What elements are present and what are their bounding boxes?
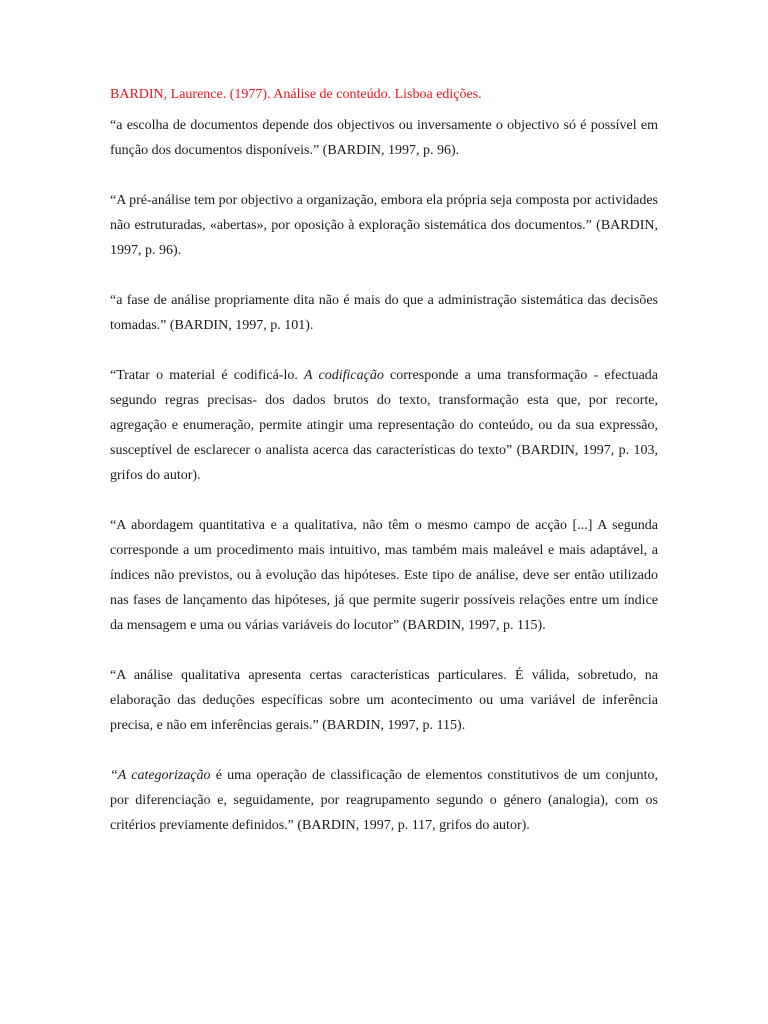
quote-text: “A análise qualitativa apresenta certas características particulares. É válida, sobretudo, na elaboração das deduções específicas sobre um acontecimento ou uma variável de inferência precisa, e não em inferências gerais.” (BARDIN, 1997, p. 115). xyxy=(110,668,658,733)
quote-emphasis: “A categorização xyxy=(110,768,211,783)
quote-emphasis: A codificação xyxy=(304,368,384,383)
quote-text: “A pré-análise tem por objectivo a organização, embora ela própria seja composta por actividades não estruturadas, «abertas», por oposição à exploração sistemática dos documentos.” (BARDIN, 1997, p. 96). xyxy=(110,193,658,258)
document-page xyxy=(110,82,658,863)
quote-text: corresponde a uma transformação - efectuada segundo regras precisas- dos dados brutos do texto, transformação esta que, por recorte, agregação e enumeração, permite atingir uma representação do conteúdo, ou da sua expressão, susceptível de esclarecer o analista acerca das características do texto” (BARDIN, 1997, p. 103, grifos do autor). xyxy=(110,368,658,483)
quote-paragraph xyxy=(110,763,658,838)
quote-paragraph xyxy=(110,663,658,738)
quote-paragraph xyxy=(110,188,658,263)
quote-paragraph xyxy=(110,288,658,338)
quote-text: é uma operação de classificação de elementos constitutivos de um conjunto, por diferenciação e, seguidamente, por reagrupamento segundo o género (analogia), com os critérios previamente definidos.” (BARDIN, 1997, p. 117, grifos do autor). xyxy=(110,768,658,833)
quote-paragraph xyxy=(110,113,658,163)
quote-text: “A abordagem quantitativa e a qualitativa, não têm o mesmo campo de acção [...] A segunda corresponde a um procedimento mais intuitivo, mas também mais maleável e mais adaptável, a índices não previstos, ou à evolução das hipóteses. Este tipo de análise, deve ser então utilizado nas fases de lançamento das hipóteses, já que permite sugerir possíveis relações entre um índice da mensagem e uma ou várias variáveis do locutor” (BARDIN, 1997, p. 115). xyxy=(110,518,658,633)
quote-text: “a fase de análise propriamente dita não é mais do que a administração sistemática das decisões tomadas.” (BARDIN, 1997, p. 101). xyxy=(110,293,658,333)
quote-text: “Tratar o material é codificá-lo. xyxy=(110,368,305,383)
quote-paragraph xyxy=(110,363,658,488)
bibliographic-reference: BARDIN, Laurence. (1977). Análise de conteúdo. Lisboa edições. xyxy=(110,87,482,102)
quote-paragraph xyxy=(110,513,658,638)
quote-text: “a escolha de documentos depende dos objectivos ou inversamente o objectivo só é possível em função dos documentos disponíveis.” (BARDIN, 1997, p. 96). xyxy=(110,118,658,158)
